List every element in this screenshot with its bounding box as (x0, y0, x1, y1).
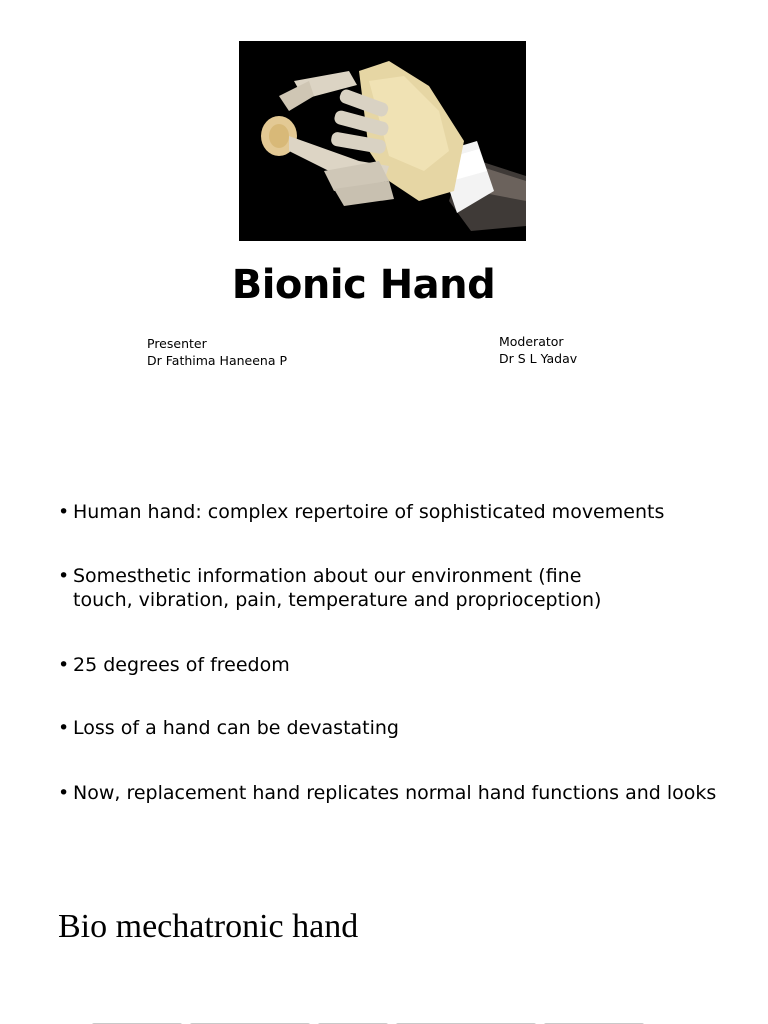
bullet-item: • Now, replacement hand replicates normal hand functions and looks (58, 781, 716, 805)
cut-off-text-line (92, 1014, 692, 1024)
next-slide-heading: Bio mechatronic hand (58, 908, 359, 945)
presenter-block (147, 335, 287, 369)
bionic-hand-photo (239, 41, 526, 241)
moderator-name: Dr S L Yadav (499, 351, 578, 366)
moderator-block (499, 333, 577, 367)
bullet-item: • Somesthetic information about our environment (fine touch, vibration, pain, temperature and proprioception) (58, 564, 633, 612)
bullet-item: • Human hand: complex repertoire of sophisticated movements (58, 500, 664, 524)
slide-title: Bionic Hand (231, 262, 496, 308)
presenter-name: Dr Fathima Haneena P (147, 353, 288, 368)
bullet-item: • 25 degrees of freedom (58, 653, 290, 677)
bionic-hand-illustration (239, 41, 526, 241)
presenter-label: Presenter (147, 336, 207, 351)
bullet-item: • Loss of a hand can be devastating (58, 716, 399, 740)
moderator-label: Moderator (499, 334, 564, 349)
